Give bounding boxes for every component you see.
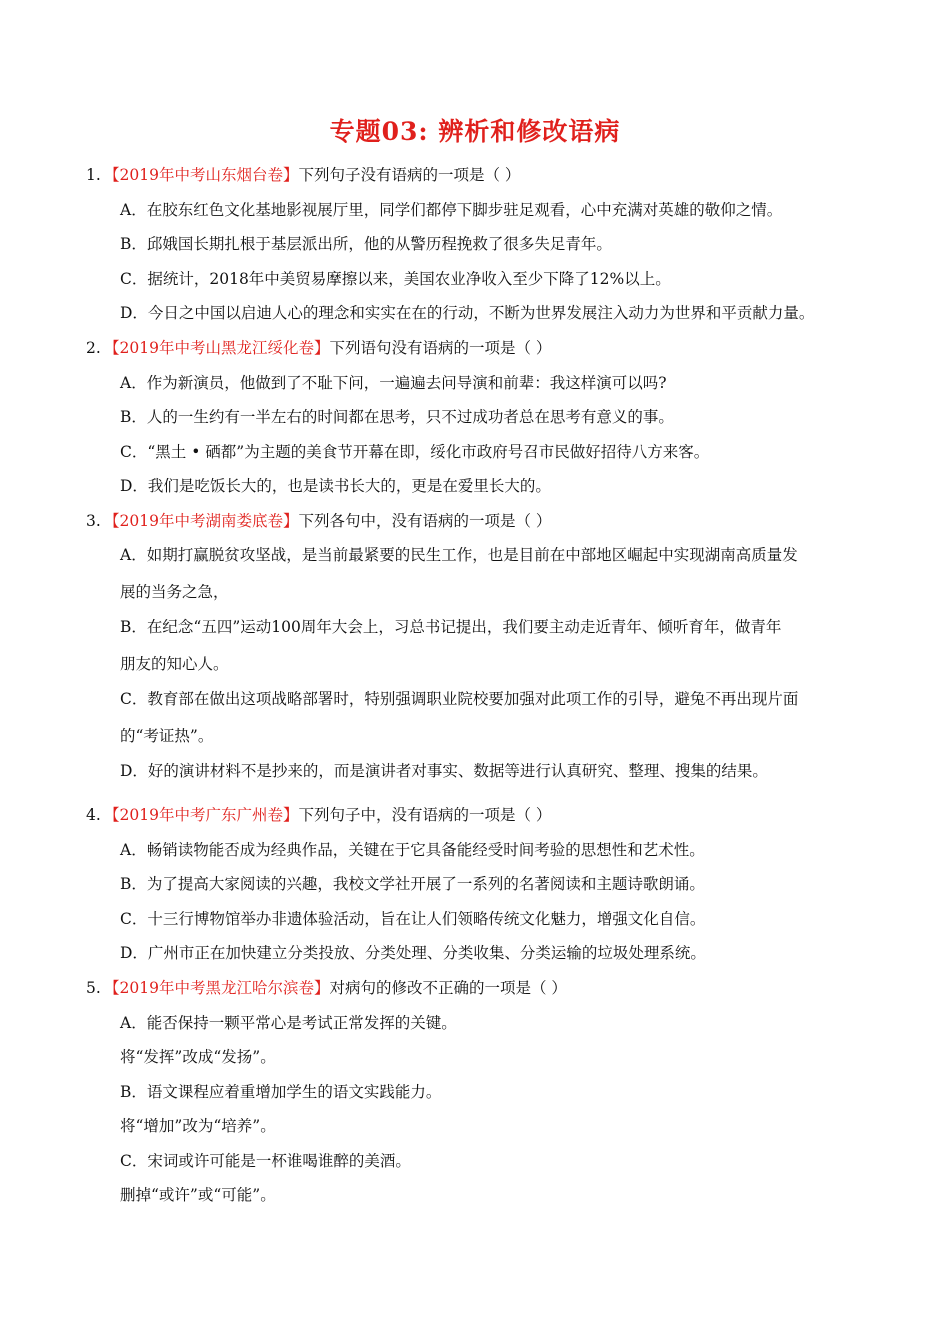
option-b: B．人的一生约有一半左右的时间都在思考，只不过成功者总在思考有意义的事。 xyxy=(120,408,674,426)
question-stem: 下列句子没有语病的一项是（ ） xyxy=(298,166,521,184)
option-a: A．畅销读物能否成为经典作品，关键在于它具备能经受时间考验的思想性和艺术性。 xyxy=(120,841,705,859)
question-source: 【2019年中考广东广州卷】 xyxy=(104,806,299,824)
option-a-line-2: 展的当务之急， xyxy=(120,583,229,601)
question-source: 【2019年中考山东烟台卷】 xyxy=(104,166,299,184)
option-d: D．广州市正在加快建立分类投放、分类处理、分类收集、分类运输的垃圾处理系统。 xyxy=(120,944,706,962)
question-stem-line xyxy=(104,511,551,531)
option-a: A．能否保持一颗平常心是考试正常发挥的关键。 xyxy=(120,1014,457,1032)
option-b: B．为了提高大家阅读的兴趣，我校文学社开展了一系列的名著阅读和主题诗歌朗诵。 xyxy=(120,875,705,893)
question-stem: 对病句的修改不正确的一项是（ ） xyxy=(329,979,567,997)
page-title: 专题03: 辨析和修改语病 xyxy=(329,117,621,146)
option-c: C．宋词或许可能是一杯谁喝谁醉的美酒。 xyxy=(120,1152,411,1170)
option-b-line-2: 朋友的知心人。 xyxy=(120,655,229,673)
option-c-revision: 删掉“或许”或“可能”。 xyxy=(120,1186,276,1204)
option-c-line-1: C．教育部在做出这项战略部署时，特别强调职业院校要加强对此项工作的引导，避兔不再出现片面 xyxy=(120,690,799,708)
question-number: 1. xyxy=(86,166,101,184)
question-stem-line xyxy=(104,165,520,185)
question-stem-line xyxy=(104,338,551,358)
option-a-revision: 将“发挥”改成“发扬”。 xyxy=(120,1048,276,1066)
option-d: D．好的演讲材料不是抄来的，而是演讲者对事实、数据等进行认真研究、整理、搜集的结果。 xyxy=(120,762,768,780)
question-stem-line xyxy=(104,978,567,998)
question-source: 【2019年中考湖南娄底卷】 xyxy=(104,512,299,530)
option-b-revision: 将“增加”改为“培养”。 xyxy=(120,1117,276,1135)
question-number: 3. xyxy=(86,512,101,530)
option-b: B．邱娥国长期扎根于基层派出所，他的从警历程挽救了很多失足青年。 xyxy=(120,235,612,253)
option-d: D．今日之中国以启迪人心的理念和实实在在的行动，不断为世界发展注入动力为世界和平贡献力量。 xyxy=(120,304,815,322)
option-a: A．作为新演员，他做到了不耻下问，一遍遍去问导演和前辈：我这样演可以吗? xyxy=(120,374,667,392)
option-a-line-1: A．如期打赢脱贫攻坚战，是当前最紧要的民生工作，也是目前在中部地区崛起中实现湖南高质量发 xyxy=(120,546,798,564)
question-stem: 下列各句中，没有语病的一项是（ ） xyxy=(298,512,552,530)
question-number: 5. xyxy=(86,979,101,997)
option-b: B．语文课程应着重增加学生的语文实践能力。 xyxy=(120,1083,442,1101)
option-c-line-2: 的“考证热”。 xyxy=(120,727,214,745)
question-source: 【2019年中考山黑龙江绥化卷】 xyxy=(104,339,330,357)
question-number: 2. xyxy=(86,339,101,357)
option-c: C．“黑土 • 硒都”为主题的美食节开幕在即，绥化市政府号召市民做好招待八方来客。 xyxy=(120,443,710,461)
option-c: C．十三行博物馆举办非遗体验活动，旨在让人们领略传统文化魅力，增强文化自信。 xyxy=(120,910,706,928)
option-a: A．在胶东红色文化基地影视展厅里，同学们都停下脚步驻足观看，心中充满对英雄的敬仰之情。 xyxy=(120,201,783,219)
question-stem: 下列句子中，没有语病的一项是（ ） xyxy=(298,806,552,824)
question-source: 【2019年中考黑龙江哈尔滨卷】 xyxy=(104,979,330,997)
question-stem: 下列语句没有语病的一项是（ ） xyxy=(329,339,552,357)
question-stem-line xyxy=(104,805,551,825)
option-b-line-1: B．在纪念“五四”运动100周年大会上，习总书记提出，我们要主动走近青年、倾听育年，做青年 xyxy=(120,618,782,636)
option-d: D．我们是吃饭长大的，也是读书长大的，更是在爱里长大的。 xyxy=(120,477,551,495)
question-number: 4. xyxy=(86,806,101,824)
option-c: C．据统计，2018年中美贸易摩擦以来，美国农业净收入至少下降了12%以上。 xyxy=(120,270,671,288)
